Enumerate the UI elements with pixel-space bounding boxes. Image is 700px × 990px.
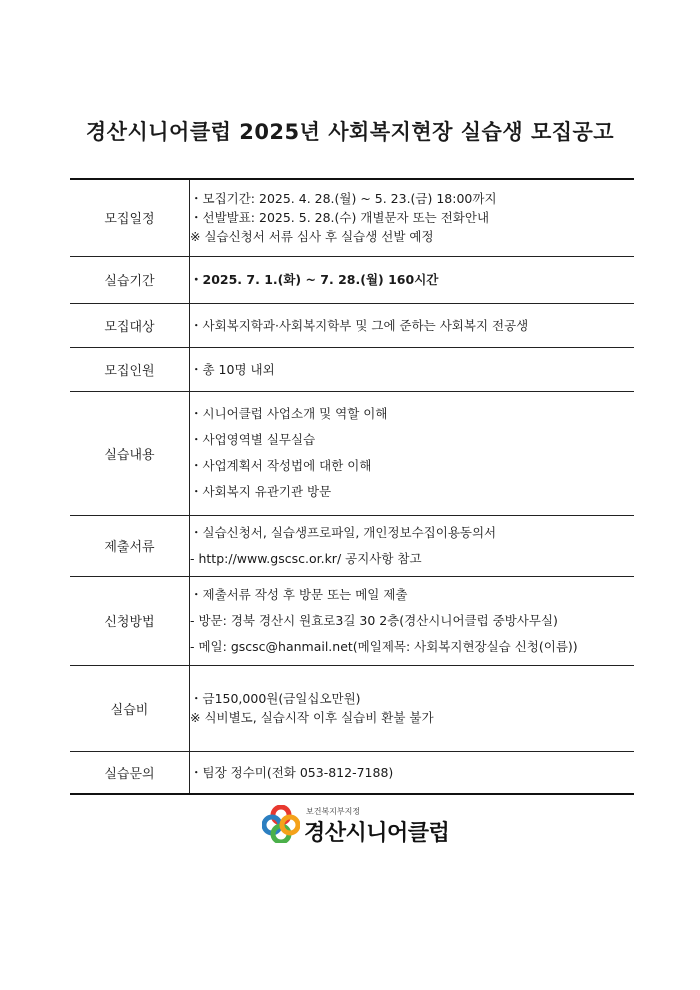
- row-content-contents: [190, 391, 635, 515]
- row-label-application: 신청방법: [70, 576, 190, 665]
- content-line: ・제출서류 작성 후 방문 또는 메일 제출: [190, 586, 408, 602]
- content-line: ・금150,000원(금일십오만원): [190, 691, 361, 706]
- content-line: ・시니어클럽 사업소개 및 역할 이해: [190, 406, 388, 421]
- row-label-period: 실습기간: [70, 256, 190, 303]
- row-label-schedule: 모집일정: [70, 179, 190, 256]
- row-label-target: 모집대상: [70, 303, 190, 347]
- table-row: [70, 347, 634, 391]
- row-label-documents: 제출서류: [70, 515, 190, 576]
- content-line: ・실습신청서, 실습생프로파일, 개인정보수집이용동의서: [190, 524, 497, 540]
- table-row: [70, 179, 634, 256]
- row-label-headcount: 모집인원: [70, 347, 190, 391]
- content-line: ・사회복지 유관기관 방문: [190, 484, 332, 499]
- content-line: - 방문: 경북 경산시 원효로3길 30 2층(경산시니어클럽 중방사무실): [190, 612, 558, 628]
- table-row: [70, 751, 634, 794]
- logo-name: 경산시니어클럽: [304, 821, 450, 846]
- row-content-target: [190, 303, 635, 347]
- table-row: [70, 576, 634, 665]
- row-content-inquiry: [190, 751, 635, 794]
- org-logo: [262, 803, 452, 847]
- table-row: [70, 303, 634, 347]
- table-row: [70, 665, 634, 751]
- content-line: - http://www.gscsc.or.kr/ 공지사항 참고: [190, 550, 422, 566]
- row-content-schedule: [190, 179, 635, 256]
- recruitment-table: [70, 178, 634, 795]
- content-line: - 메일: gscsc@hanmail.net(메일제목: 사회복지현장실습 신청(이름)): [190, 638, 578, 654]
- row-label-contents: 실습내용: [70, 391, 190, 515]
- row-content-documents: [190, 515, 635, 576]
- content-line: ・모집기간: 2025. 4. 28.(월) ~ 5. 23.(금) 18:00까지: [190, 191, 497, 207]
- logo-subtitle: 보건복지부지정: [306, 807, 361, 816]
- notice-title: 경산시니어클럽 2025년 사회복지현장 실습생 모집공고: [85, 120, 615, 144]
- content-line: ・팀장 정수미(전화 053-812-7188): [190, 764, 394, 780]
- flower-logo-icon: [262, 805, 300, 843]
- table-row: [70, 391, 634, 515]
- row-content-fee: [190, 665, 635, 751]
- row-content-application: [190, 576, 635, 665]
- content-line: ・선발발표: 2025. 5. 28.(수) 개별문자 또는 전화안내: [190, 210, 490, 226]
- row-label-fee: 실습비: [70, 665, 190, 751]
- table-row: [70, 256, 634, 303]
- content-line: ・사회복지학과·사회복지학부 및 그에 준하는 사회복지 전공생: [190, 317, 529, 333]
- content-line: ・2025. 7. 1.(화) ~ 7. 28.(월) 160시간: [190, 272, 439, 287]
- content-line: ・총 10명 내외: [190, 361, 275, 377]
- content-line: ・사업영역별 실무실습: [190, 432, 316, 447]
- content-line: ・사업계획서 작성법에 대한 이해: [190, 458, 372, 473]
- content-line: ※ 식비별도, 실습시작 이후 실습비 환불 불가: [190, 710, 434, 725]
- row-label-inquiry: 실습문의: [70, 751, 190, 794]
- content-line: ※ 실습신청서 서류 심사 후 실습생 선발 예정: [190, 229, 434, 245]
- row-content-headcount: [190, 347, 635, 391]
- row-content-period: [190, 256, 635, 303]
- table-row: [70, 515, 634, 576]
